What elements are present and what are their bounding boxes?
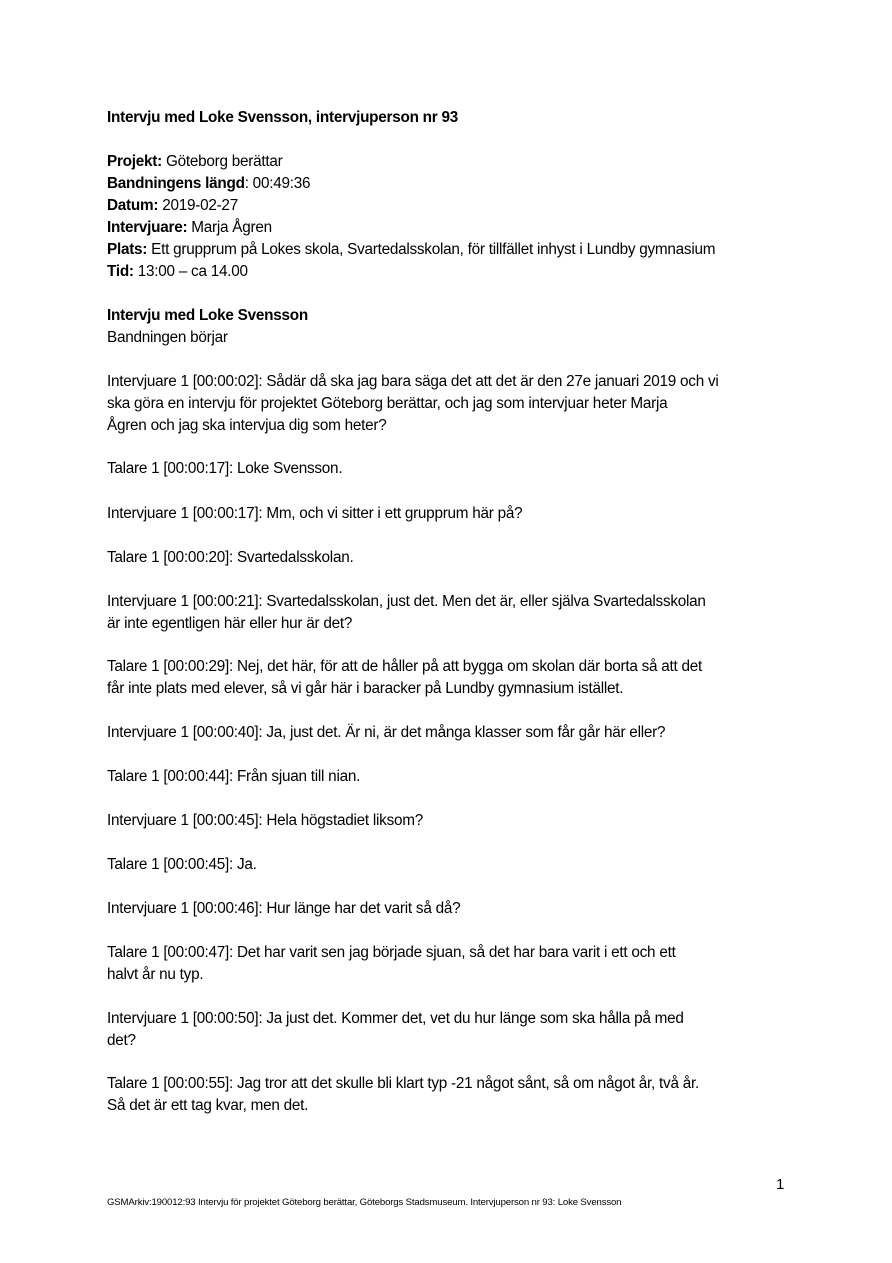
document-title: Intervju med Loke Svensson, intervjuperson nr 93 <box>107 109 458 126</box>
transcript-line: Talare 1 [00:00:45]: Ja. <box>107 856 257 873</box>
meta-value: 13:00 – ca 14.00 <box>133 263 248 280</box>
meta-place <box>107 239 715 261</box>
meta-value: : 00:49:36 <box>244 175 311 192</box>
meta-value: Göteborg berättar <box>161 153 283 170</box>
transcript-line: Intervjuare 1 [00:00:50]: Ja just det. Kommer det, vet du hur länge som ska hålla på med <box>107 1010 684 1027</box>
meta-label: Intervjuare: <box>107 219 188 236</box>
transcript-entry <box>107 503 797 525</box>
transcript-line: Intervjuare 1 [00:00:45]: Hela högstadiet liksom? <box>107 812 423 829</box>
transcript-entry <box>107 1073 797 1117</box>
transcript-entry <box>107 547 797 569</box>
transcript-line: Talare 1 [00:00:44]: Från sjuan till nian. <box>107 768 361 785</box>
transcript-line: Ågren och jag ska intervjua dig som heter? <box>107 417 387 434</box>
meta-interviewer <box>107 217 272 239</box>
meta-label: Projekt: <box>107 153 162 170</box>
transcript-line: är inte egentligen här eller hur är det? <box>107 615 353 632</box>
transcript-entry <box>107 810 797 832</box>
section-heading: Intervju med Loke Svensson <box>107 307 308 324</box>
section-subheading: Bandningen börjar <box>107 329 228 346</box>
meta-label: Datum: <box>107 197 159 214</box>
transcript-line: Intervjuare 1 [00:00:17]: Mm, och vi sitter i ett grupprum här på? <box>107 505 523 522</box>
transcript-line: Intervjuare 1 [00:00:40]: Ja, just det. Är ni, är det många klasser som får går här eller? <box>107 724 666 741</box>
transcript-line: Intervjuare 1 [00:00:46]: Hur länge har det varit så då? <box>107 900 461 917</box>
transcript-line: Intervjuare 1 [00:00:02]: Sådär då ska jag bara säga det att det är den 27e januari 2019 och vi <box>107 373 719 390</box>
meta-value: 2019-02-27 <box>158 197 238 214</box>
transcript-line: Talare 1 [00:00:47]: Det har varit sen jag började sjuan, så det har bara varit i ett och ett <box>107 944 676 961</box>
transcript-line: Intervjuare 1 [00:00:21]: Svartedalsskolan, just det. Men det är, eller själva Svartedalsskolan <box>107 593 706 610</box>
transcript-line: halvt år nu typ. <box>107 966 204 983</box>
transcript-entry <box>107 458 797 480</box>
transcript-entry <box>107 854 797 876</box>
transcript-entry <box>107 591 797 635</box>
transcript-entry <box>107 898 797 920</box>
transcript-entry <box>107 722 797 744</box>
meta-label: Bandningens längd <box>107 175 245 192</box>
transcript-line: får inte plats med elever, så vi går här i baracker på Lundby gymnasium istället. <box>107 680 624 697</box>
meta-project <box>107 151 282 173</box>
page-number: 1 <box>776 1176 785 1193</box>
transcript-entry <box>107 766 797 788</box>
transcript-line: Talare 1 [00:00:20]: Svartedalsskolan. <box>107 549 354 566</box>
transcript-entry <box>107 1008 797 1052</box>
transcript-line: Talare 1 [00:00:55]: Jag tror att det skulle bli klart typ -21 något sånt, så om något år, två år. <box>107 1075 699 1092</box>
transcript-line: det? <box>107 1032 136 1049</box>
transcript-line: Talare 1 [00:00:29]: Nej, det här, för att de håller på att bygga om skolan där borta så att det <box>107 658 703 675</box>
meta-label: Tid: <box>107 263 134 280</box>
meta-value: Ett grupprum på Lokes skola, Svartedalsskolan, för tillfället inhyst i Lundby gymnasium <box>147 241 716 258</box>
meta-label: Plats: <box>107 241 148 258</box>
page-footer: GSMArkiv:190012:93 Intervju för projektet Göteborg berättar, Göteborgs Stadsmuseum. Intervjuperson nr 93: Loke Svensson <box>107 1197 622 1208</box>
meta-time <box>107 261 248 283</box>
meta-length <box>107 173 310 195</box>
transcript-entry <box>107 942 797 986</box>
transcript-entry <box>107 656 797 700</box>
transcript-line: ska göra en intervju för projektet Göteborg berättar, och jag som intervjuar heter Marja <box>107 395 668 412</box>
meta-date <box>107 195 238 217</box>
transcript-line: Talare 1 [00:00:17]: Loke Svensson. <box>107 460 343 477</box>
transcript-entry <box>107 371 797 437</box>
transcript-line: Så det är ett tag kvar, men det. <box>107 1097 309 1114</box>
meta-value: Marja Ågren <box>187 219 272 236</box>
